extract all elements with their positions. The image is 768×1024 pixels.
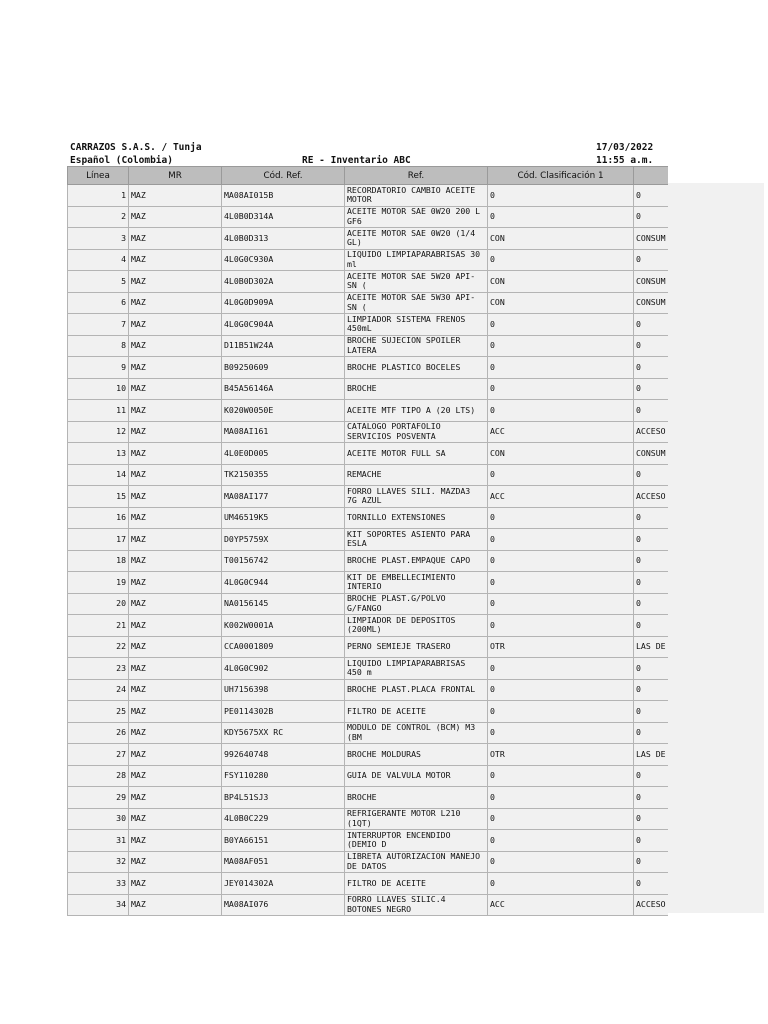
cell-ref: LIQUIDO LIMPIAPARABRISAS 450 m <box>345 658 488 680</box>
cell-mr: MAZ <box>129 421 222 443</box>
table-row <box>68 701 668 723</box>
cell-mr: MAZ <box>129 357 222 379</box>
cell-extra: 0 <box>634 658 668 680</box>
cell-cod-clasificacion: 0 <box>488 765 634 787</box>
cell-ref: BROCHE PLAST.PLACA FRONTAL <box>345 679 488 701</box>
cell-extra: 0 <box>634 615 668 637</box>
cell-cod-clasificacion: 0 <box>488 572 634 594</box>
table-row <box>68 464 668 486</box>
table-row <box>68 421 668 443</box>
cell-mr: MAZ <box>129 658 222 680</box>
cell-linea: 24 <box>68 679 129 701</box>
table-row <box>68 787 668 809</box>
cell-linea: 25 <box>68 701 129 723</box>
report-date: 17/03/2022 <box>596 142 654 153</box>
cell-ref: INTERRUPTOR ENCENDIDO (DEMIO D <box>345 830 488 852</box>
cell-extra: 0 <box>634 679 668 701</box>
cell-cod-ref: PE0114302B <box>222 701 345 723</box>
cell-linea: 23 <box>68 658 129 680</box>
cell-mr: MAZ <box>129 744 222 766</box>
cell-linea: 32 <box>68 851 129 873</box>
cell-cod-clasificacion: 0 <box>488 464 634 486</box>
cell-extra: CONSUM <box>634 228 668 250</box>
cell-ref: BROCHE SUJECION SPOILER LATERA <box>345 335 488 357</box>
cell-linea: 33 <box>68 873 129 895</box>
cell-cod-ref: K020W0050E <box>222 400 345 422</box>
table-row <box>68 722 668 744</box>
cell-extra: 0 <box>634 572 668 594</box>
cell-cod-clasificacion: 0 <box>488 701 634 723</box>
cell-linea: 20 <box>68 593 129 615</box>
cell-cod-clasificacion: 0 <box>488 615 634 637</box>
table-row <box>68 765 668 787</box>
cell-ref: CATALOGO PORTAFOLIO SERVICIOS POSVENTA <box>345 421 488 443</box>
cell-ref: ACEITE MOTOR SAE 0W20 200 L GF6 <box>345 206 488 228</box>
cell-extra: ACCESO <box>634 486 668 508</box>
cell-mr: MAZ <box>129 314 222 336</box>
cell-cod-clasificacion: CON <box>488 228 634 250</box>
table-row <box>68 314 668 336</box>
cell-ref: ACEITE MOTOR FULL SA <box>345 443 488 465</box>
cell-cod-ref: D0YP5759X <box>222 529 345 551</box>
cell-extra: 0 <box>634 808 668 830</box>
cell-cod-ref: BP4L51SJ3 <box>222 787 345 809</box>
cell-linea: 2 <box>68 206 129 228</box>
cell-cod-clasificacion: OTR <box>488 636 634 658</box>
cell-linea: 21 <box>68 615 129 637</box>
cell-mr: MAZ <box>129 292 222 314</box>
cell-ref: BROCHE MOLDURAS <box>345 744 488 766</box>
cell-cod-ref: 4L0G0C944 <box>222 572 345 594</box>
cell-linea: 8 <box>68 335 129 357</box>
cell-extra: CONSUM <box>634 292 668 314</box>
cell-cod-ref: 4L0G0C930A <box>222 249 345 271</box>
cell-cod-ref: 4L0E0D005 <box>222 443 345 465</box>
cell-mr: MAZ <box>129 443 222 465</box>
cell-cod-ref: FSY110280 <box>222 765 345 787</box>
table-body <box>68 185 668 916</box>
cell-cod-clasificacion: 0 <box>488 851 634 873</box>
cell-extra: 0 <box>634 335 668 357</box>
table-row <box>68 894 668 916</box>
table-row <box>68 658 668 680</box>
table-row <box>68 357 668 379</box>
cell-mr: MAZ <box>129 593 222 615</box>
cell-mr: MAZ <box>129 894 222 916</box>
cell-extra: 0 <box>634 765 668 787</box>
cell-cod-clasificacion: CON <box>488 271 634 293</box>
cell-ref: BROCHE <box>345 378 488 400</box>
cell-mr: MAZ <box>129 271 222 293</box>
cell-cod-ref: MA08AI177 <box>222 486 345 508</box>
cell-linea: 16 <box>68 507 129 529</box>
cell-cod-clasificacion: CON <box>488 443 634 465</box>
cell-linea: 26 <box>68 722 129 744</box>
cell-linea: 6 <box>68 292 129 314</box>
cell-mr: MAZ <box>129 185 222 207</box>
cell-cod-ref: 4L0B0C229 <box>222 808 345 830</box>
cell-cod-ref: NA0156145 <box>222 593 345 615</box>
cell-extra: 0 <box>634 378 668 400</box>
cell-extra: 0 <box>634 529 668 551</box>
cell-linea: 28 <box>68 765 129 787</box>
cell-cod-ref: JEY014302A <box>222 873 345 895</box>
cell-mr: MAZ <box>129 808 222 830</box>
cell-cod-clasificacion: 0 <box>488 873 634 895</box>
table-row <box>68 335 668 357</box>
cell-cod-clasificacion: 0 <box>488 679 634 701</box>
cell-ref: LIMPIADOR SISTEMA FRENOS 450mL <box>345 314 488 336</box>
cell-mr: MAZ <box>129 486 222 508</box>
cell-cod-ref: MA08AI076 <box>222 894 345 916</box>
table-row <box>68 185 668 207</box>
cell-ref: MODULO DE CONTROL (BCM) M3 (BM <box>345 722 488 744</box>
table-row <box>68 550 668 572</box>
cell-ref: KIT DE EMBELLECIMIENTO INTERIO <box>345 572 488 594</box>
cell-extra: ACCESO <box>634 894 668 916</box>
cell-cod-ref: 4L0G0C904A <box>222 314 345 336</box>
cell-ref: ACEITE MOTOR SAE 5W20 API-SN ( <box>345 271 488 293</box>
cell-extra: 0 <box>634 722 668 744</box>
cell-cod-ref: 4L0G0D909A <box>222 292 345 314</box>
cell-extra: 0 <box>634 206 668 228</box>
cell-cod-ref: 4L0B0D313 <box>222 228 345 250</box>
cell-cod-clasificacion: 0 <box>488 658 634 680</box>
cell-cod-ref: KDY5675XX RC <box>222 722 345 744</box>
cell-linea: 13 <box>68 443 129 465</box>
cell-extra: 0 <box>634 314 668 336</box>
report-time: 11:55 a.m. <box>596 155 654 166</box>
table-row <box>68 292 668 314</box>
cell-ref: BROCHE PLAST.EMPAQUE CAPO <box>345 550 488 572</box>
cell-cod-clasificacion: 0 <box>488 206 634 228</box>
cell-mr: MAZ <box>129 507 222 529</box>
cell-ref: REFRIGERANTE MOTOR L210 (1QT) <box>345 808 488 830</box>
cell-linea: 29 <box>68 787 129 809</box>
cell-ref: BROCHE <box>345 787 488 809</box>
cell-linea: 3 <box>68 228 129 250</box>
cell-cod-clasificacion: 0 <box>488 808 634 830</box>
cell-linea: 9 <box>68 357 129 379</box>
table-row <box>68 679 668 701</box>
cell-cod-ref: 4L0B0D302A <box>222 271 345 293</box>
cell-cod-ref: MA08AI161 <box>222 421 345 443</box>
cell-ref: LIMPIADOR DE DEPOSITOS (200ML) <box>345 615 488 637</box>
cell-extra: 0 <box>634 550 668 572</box>
cell-linea: 5 <box>68 271 129 293</box>
table-row <box>68 593 668 615</box>
cell-cod-ref: D11B51W24A <box>222 335 345 357</box>
cell-cod-clasificacion: 0 <box>488 830 634 852</box>
cell-linea: 12 <box>68 421 129 443</box>
cell-ref: ACEITE MOTOR SAE 5W30 API-SN ( <box>345 292 488 314</box>
cell-cod-clasificacion: 0 <box>488 529 634 551</box>
cell-linea: 14 <box>68 464 129 486</box>
table-row <box>68 507 668 529</box>
cell-mr: MAZ <box>129 464 222 486</box>
report-language: Español (Colombia) <box>70 155 173 166</box>
cell-mr: MAZ <box>129 679 222 701</box>
cell-linea: 22 <box>68 636 129 658</box>
cell-extra: ACCESO <box>634 421 668 443</box>
cell-mr: MAZ <box>129 206 222 228</box>
table-header-row <box>68 167 668 185</box>
table-row <box>68 271 668 293</box>
column-header-cod-clasificacion: Cód. Clasificación 1 <box>488 167 634 185</box>
cell-cod-clasificacion: 0 <box>488 314 634 336</box>
cell-cod-clasificacion: 0 <box>488 249 634 271</box>
cell-mr: MAZ <box>129 228 222 250</box>
table-row <box>68 615 668 637</box>
cell-mr: MAZ <box>129 787 222 809</box>
column-header-linea: Línea <box>68 167 129 185</box>
cell-cod-ref: T00156742 <box>222 550 345 572</box>
cell-cod-ref: UM46519K5 <box>222 507 345 529</box>
company-name: CARRAZOS S.A.S. / Tunja <box>70 142 202 153</box>
cell-cod-clasificacion: 0 <box>488 593 634 615</box>
cell-linea: 18 <box>68 550 129 572</box>
cell-mr: MAZ <box>129 851 222 873</box>
cell-ref: FILTRO DE ACEITE <box>345 701 488 723</box>
cell-extra: 0 <box>634 851 668 873</box>
cell-ref: GUIA DE VALVULA MOTOR <box>345 765 488 787</box>
inventory-table <box>67 166 668 916</box>
cell-mr: MAZ <box>129 550 222 572</box>
cell-cod-ref: TK2150355 <box>222 464 345 486</box>
cell-linea: 10 <box>68 378 129 400</box>
cell-extra: 0 <box>634 507 668 529</box>
cell-mr: MAZ <box>129 636 222 658</box>
column-header-extra <box>634 167 668 185</box>
column-header-cod-ref: Cód. Ref. <box>222 167 345 185</box>
cell-cod-ref: B09250609 <box>222 357 345 379</box>
cell-linea: 30 <box>68 808 129 830</box>
cell-ref: ACEITE MOTOR SAE 0W20 (1/4 GL) <box>345 228 488 250</box>
cell-mr: MAZ <box>129 529 222 551</box>
cell-ref: FORRO LLAVES SILI. MAZDA3 7G AZUL <box>345 486 488 508</box>
cell-cod-ref: B0YA66151 <box>222 830 345 852</box>
cell-cod-ref: UH7156398 <box>222 679 345 701</box>
cell-extra: LAS DE <box>634 636 668 658</box>
cell-cod-ref: 4L0G0C902 <box>222 658 345 680</box>
table-row <box>68 486 668 508</box>
table-row <box>68 443 668 465</box>
cell-ref: LIBRETA AUTORIZACION MANEJO DE DATOS <box>345 851 488 873</box>
cell-linea: 31 <box>68 830 129 852</box>
cell-extra: 0 <box>634 830 668 852</box>
cell-cod-clasificacion: ACC <box>488 421 634 443</box>
cell-cod-clasificacion: 0 <box>488 357 634 379</box>
cell-mr: MAZ <box>129 722 222 744</box>
cell-extra: 0 <box>634 593 668 615</box>
cell-ref: REMACHE <box>345 464 488 486</box>
cell-extra: CONSUM <box>634 271 668 293</box>
cell-ref: FORRO LLAVES SILIC.4 BOTONES NEGRO <box>345 894 488 916</box>
cell-cod-clasificacion: 0 <box>488 335 634 357</box>
table-row <box>68 744 668 766</box>
cell-mr: MAZ <box>129 572 222 594</box>
table-row <box>68 572 668 594</box>
cell-cod-ref: 992640748 <box>222 744 345 766</box>
cell-ref: FILTRO DE ACEITE <box>345 873 488 895</box>
cell-cod-clasificacion: 0 <box>488 550 634 572</box>
cell-extra: 0 <box>634 357 668 379</box>
cell-linea: 27 <box>68 744 129 766</box>
cell-cod-clasificacion: ACC <box>488 486 634 508</box>
cell-extra: CONSUM <box>634 443 668 465</box>
cell-ref: TORNILLO EXTENSIONES <box>345 507 488 529</box>
column-header-mr: MR <box>129 167 222 185</box>
cell-extra: 0 <box>634 185 668 207</box>
cell-cod-ref: MA08AI015B <box>222 185 345 207</box>
cell-mr: MAZ <box>129 249 222 271</box>
cell-extra: 0 <box>634 249 668 271</box>
cell-cod-ref: K002W0001A <box>222 615 345 637</box>
table-edge-strip <box>666 183 764 913</box>
table-row <box>68 529 668 551</box>
cell-cod-clasificacion: OTR <box>488 744 634 766</box>
cell-linea: 1 <box>68 185 129 207</box>
table-row <box>68 228 668 250</box>
cell-linea: 11 <box>68 400 129 422</box>
cell-extra: 0 <box>634 464 668 486</box>
cell-cod-clasificacion: 0 <box>488 400 634 422</box>
cell-extra: 0 <box>634 701 668 723</box>
cell-mr: MAZ <box>129 615 222 637</box>
cell-mr: MAZ <box>129 873 222 895</box>
table-row <box>68 808 668 830</box>
cell-extra: 0 <box>634 873 668 895</box>
table-row <box>68 378 668 400</box>
cell-cod-clasificacion: 0 <box>488 507 634 529</box>
cell-cod-ref: CCA0001809 <box>222 636 345 658</box>
cell-mr: MAZ <box>129 765 222 787</box>
cell-cod-clasificacion: 0 <box>488 722 634 744</box>
cell-mr: MAZ <box>129 378 222 400</box>
cell-cod-ref: 4L0B0D314A <box>222 206 345 228</box>
cell-linea: 4 <box>68 249 129 271</box>
cell-ref: RECORDATORIO CAMBIO ACEITE MOTOR <box>345 185 488 207</box>
cell-linea: 7 <box>68 314 129 336</box>
cell-linea: 19 <box>68 572 129 594</box>
table-row <box>68 851 668 873</box>
cell-ref: BROCHE PLASTICO BOCELES <box>345 357 488 379</box>
cell-mr: MAZ <box>129 400 222 422</box>
cell-cod-clasificacion: 0 <box>488 378 634 400</box>
cell-extra: 0 <box>634 400 668 422</box>
cell-ref: ACEITE MTF TIPO A (20 LTS) <box>345 400 488 422</box>
report-title: RE - Inventario ABC <box>302 155 411 166</box>
table-row <box>68 206 668 228</box>
cell-ref: BROCHE PLAST.G/POLVO G/FANGO <box>345 593 488 615</box>
table-row <box>68 249 668 271</box>
cell-ref: PERNO SEMIEJE TRASERO <box>345 636 488 658</box>
cell-ref: LIQUIDO LIMPIAPARABRISAS 30 ml <box>345 249 488 271</box>
column-header-ref: Ref. <box>345 167 488 185</box>
cell-cod-clasificacion: 0 <box>488 185 634 207</box>
cell-extra: LAS DE <box>634 744 668 766</box>
cell-cod-ref: B45A56146A <box>222 378 345 400</box>
cell-cod-clasificacion: CON <box>488 292 634 314</box>
cell-extra: 0 <box>634 787 668 809</box>
cell-cod-clasificacion: 0 <box>488 787 634 809</box>
cell-cod-clasificacion: ACC <box>488 894 634 916</box>
table-row <box>68 830 668 852</box>
cell-linea: 17 <box>68 529 129 551</box>
cell-linea: 34 <box>68 894 129 916</box>
table-row <box>68 636 668 658</box>
cell-cod-ref: MA08AF051 <box>222 851 345 873</box>
table-row <box>68 873 668 895</box>
cell-mr: MAZ <box>129 701 222 723</box>
cell-ref: KIT SOPORTES ASIENTO PARA ESLA <box>345 529 488 551</box>
table-row <box>68 400 668 422</box>
cell-mr: MAZ <box>129 335 222 357</box>
cell-mr: MAZ <box>129 830 222 852</box>
cell-linea: 15 <box>68 486 129 508</box>
